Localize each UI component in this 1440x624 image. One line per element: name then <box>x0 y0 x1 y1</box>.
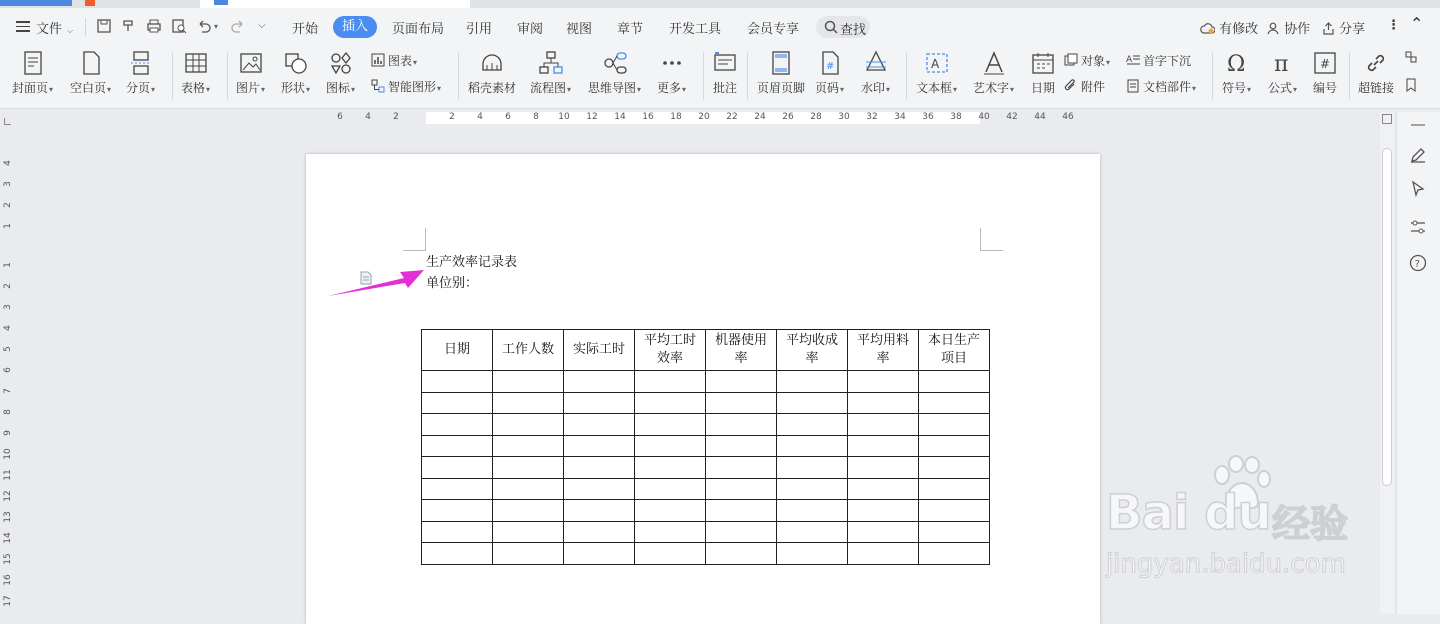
table-cell[interactable] <box>422 521 493 543</box>
header-footer-icon <box>768 50 794 76</box>
more-button[interactable]: 更多▾ <box>657 50 686 96</box>
comment-icon <box>712 50 738 76</box>
ruler-tick: 2 <box>3 283 13 289</box>
object-button[interactable]: 对象▾ <box>1064 52 1110 69</box>
table-cell[interactable] <box>706 392 777 414</box>
cross-ref-icon[interactable] <box>1404 50 1421 65</box>
doc-tab-icon <box>214 0 228 5</box>
ruler-tick: 36 <box>922 112 934 122</box>
more-options-icon[interactable]: ⋮ <box>1387 18 1400 33</box>
header-cell-text: 平均收成 <box>785 333 838 348</box>
ruler-tick: 13 <box>3 511 13 523</box>
table-row <box>422 500 990 522</box>
doc-parts-icon <box>1126 79 1140 93</box>
panel-collapse-icon[interactable] <box>1409 116 1427 120</box>
table-cell[interactable] <box>848 371 919 393</box>
picture-button[interactable]: 图片▾ <box>236 50 265 96</box>
help-icon[interactable] <box>1409 254 1427 272</box>
header-cell-text: 日期 <box>443 342 470 357</box>
table-header-cell[interactable] <box>706 330 777 371</box>
blank-page-icon <box>78 50 104 76</box>
tab-chapter[interactable]: 章节 <box>617 22 644 37</box>
ruler-tick: 1 <box>3 262 13 268</box>
window-tab-1[interactable] <box>0 0 72 6</box>
crop-mark-top-left <box>403 228 426 251</box>
table-cell[interactable] <box>848 435 919 457</box>
shell-material-icon <box>479 50 505 76</box>
print-preview-icon[interactable] <box>171 18 187 34</box>
search-icon <box>824 20 838 34</box>
table-cell[interactable] <box>777 500 848 522</box>
textbox-icon <box>924 50 950 76</box>
icon-library-icon <box>328 50 354 76</box>
table-cell[interactable] <box>777 478 848 500</box>
table-cell[interactable] <box>706 457 777 479</box>
table-row <box>422 392 990 414</box>
cover-page-icon <box>20 50 46 76</box>
comment-button[interactable]: 批注 <box>712 50 738 96</box>
chart-button[interactable]: 图表▾ <box>371 52 417 69</box>
header-cell-text: 平均用料 <box>856 333 909 348</box>
table-cell[interactable] <box>564 543 635 565</box>
ruler-tick: 30 <box>838 112 850 122</box>
ruler-tick: 16 <box>642 112 654 122</box>
ruler-tick: 4 <box>365 112 371 122</box>
collaborate-button[interactable]: 协作 <box>1267 18 1310 37</box>
link-icon <box>1363 50 1389 76</box>
table-header-cell[interactable] <box>564 330 635 371</box>
table-header-row <box>422 330 990 371</box>
ruler-tick: 6 <box>505 112 511 122</box>
right-tool-panel <box>1396 112 1440 614</box>
ruler-tick: 18 <box>670 112 682 122</box>
tab-developer[interactable]: 开发工具 <box>669 22 722 37</box>
redo-icon[interactable] <box>230 18 246 34</box>
table-cell[interactable] <box>848 478 919 500</box>
table-cell[interactable] <box>422 543 493 565</box>
table-cell[interactable] <box>564 414 635 436</box>
select-cursor-icon[interactable] <box>1409 180 1427 198</box>
shell-material-button[interactable]: 稻壳素材 <box>468 50 516 96</box>
table-cell[interactable] <box>422 457 493 479</box>
table-header-cell[interactable] <box>777 330 848 371</box>
table-header-cell[interactable] <box>848 330 919 371</box>
ruler-tick: 24 <box>754 112 766 122</box>
ruler-tick: 16 <box>3 574 13 586</box>
table-cell[interactable] <box>564 371 635 393</box>
tab-view[interactable]: 视图 <box>566 22 593 37</box>
share-button[interactable]: 分享 <box>1322 18 1365 37</box>
save-icon[interactable] <box>96 18 112 34</box>
header-cell-text: 项目 <box>940 351 967 366</box>
document-title[interactable]: 生产效率记录表 <box>426 255 518 270</box>
vertical-ruler[interactable] <box>0 126 16 614</box>
paragraph-marker-icon <box>360 270 372 284</box>
table-cell[interactable] <box>635 500 706 522</box>
table-cell[interactable] <box>706 478 777 500</box>
svg-text:π: π <box>1273 52 1288 76</box>
ruler-tick: 6 <box>337 112 343 122</box>
table-cell[interactable] <box>706 435 777 457</box>
ruler-tick: 12 <box>3 490 13 502</box>
table-cell[interactable] <box>422 478 493 500</box>
table-cell[interactable] <box>706 500 777 522</box>
table-cell[interactable] <box>706 414 777 436</box>
table-cell[interactable] <box>706 371 777 393</box>
table-cell[interactable] <box>564 521 635 543</box>
table-cell[interactable] <box>493 414 564 436</box>
table-cell[interactable] <box>777 435 848 457</box>
tab-page-layout[interactable]: 页面布局 <box>392 22 445 37</box>
header-cell-text: 率 <box>805 351 819 366</box>
tab-member[interactable]: 会员专享 <box>747 22 800 37</box>
table-cell[interactable] <box>848 500 919 522</box>
table-cell[interactable] <box>493 521 564 543</box>
table-cell[interactable] <box>706 543 777 565</box>
quick-access-more-icon[interactable]: ⌵ <box>258 20 266 31</box>
textbox-button[interactable]: A 文本框▾ <box>916 50 957 96</box>
pi-icon <box>1270 50 1296 76</box>
tab-insert[interactable]: 插入 <box>333 16 377 38</box>
table-cell[interactable] <box>493 543 564 565</box>
table-cell[interactable] <box>564 435 635 457</box>
table-button[interactable]: 表格▾ <box>181 50 210 96</box>
ruler-tick: 44 <box>1034 112 1046 122</box>
menu-bar: 文件 ⌵ ▾ ⌵ 开始 插入 页面布局 引用 审阅 视图 章节 开发工具 会员专享 查找 有修改 协作 分享 ⋮ ⌃ <box>0 8 1440 46</box>
production-efficiency-table[interactable] <box>421 329 990 565</box>
table-cell[interactable] <box>564 478 635 500</box>
table-cell[interactable] <box>919 392 990 414</box>
flowchart-button[interactable]: 流程图▾ <box>530 50 571 96</box>
page-number-button[interactable]: # 页码▾ <box>815 50 844 96</box>
header-cell-text: 效率 <box>656 351 683 366</box>
edit-pen-icon[interactable] <box>1409 146 1427 164</box>
table-row <box>422 435 990 457</box>
pointer-arrow-annotation <box>326 264 426 300</box>
collapse-ribbon-icon[interactable]: ⌃ <box>1410 14 1424 33</box>
numbering-icon <box>1312 50 1338 76</box>
wordart-icon <box>981 50 1007 76</box>
table-header-cell[interactable] <box>422 330 493 371</box>
ruler-tick: 11 <box>3 469 13 481</box>
watermark-button[interactable]: 水印▾ <box>861 50 890 96</box>
table-cell[interactable] <box>564 457 635 479</box>
scrollbar-thumb[interactable] <box>1382 148 1392 486</box>
ruler-tick: 12 <box>586 112 598 122</box>
table-cell[interactable] <box>635 521 706 543</box>
ruler-tick: 20 <box>698 112 710 122</box>
ruler-tick: 17 <box>3 595 13 607</box>
table-cell[interactable] <box>777 392 848 414</box>
table-cell[interactable] <box>564 392 635 414</box>
ruler-tick: 5 <box>3 346 13 352</box>
table-cell[interactable] <box>777 457 848 479</box>
table-header-cell[interactable] <box>493 330 564 371</box>
table-row <box>422 478 990 500</box>
table-row <box>422 371 990 393</box>
dropcap-button[interactable]: A 首字下沉 <box>1126 54 1192 68</box>
ruler-tick: 34 <box>894 112 906 122</box>
user-icon <box>1267 22 1280 35</box>
ruler-tick: 15 <box>3 553 13 565</box>
dropcap-icon <box>1126 53 1140 67</box>
smart-graphic-button[interactable]: 智能图形▾ <box>371 78 441 95</box>
table-cell[interactable] <box>564 500 635 522</box>
ruler-tick: 1 <box>3 223 13 229</box>
svg-text:A: A <box>1126 55 1133 65</box>
ruler-tick: 14 <box>3 532 13 544</box>
table-cell[interactable] <box>919 435 990 457</box>
table-cell[interactable] <box>919 543 990 565</box>
ruler-tick: 22 <box>726 112 738 122</box>
table-cell[interactable] <box>635 414 706 436</box>
page-break-icon <box>128 50 154 76</box>
document-page[interactable] <box>306 154 1100 624</box>
ruler-tick: 46 <box>1062 112 1074 122</box>
header-cell-text: 本日生产 <box>927 333 980 348</box>
table-row <box>422 457 990 479</box>
ruler-tick: 4 <box>3 160 13 166</box>
symbol-button[interactable]: Ω 符号▾ <box>1222 52 1252 95</box>
ruler-tick: 32 <box>866 112 878 122</box>
table-cell[interactable] <box>635 435 706 457</box>
header-cell-text: 率 <box>876 351 890 366</box>
undo-icon[interactable] <box>196 18 212 34</box>
ruler-tick: 26 <box>782 112 794 122</box>
ruler-tick: 38 <box>950 112 962 122</box>
more-dots-icon <box>659 50 685 76</box>
table-icon <box>183 50 209 76</box>
table-cell[interactable] <box>493 392 564 414</box>
hamburger-menu-icon[interactable] <box>16 21 30 32</box>
table-cell[interactable] <box>919 414 990 436</box>
ruler-tick: 10 <box>3 448 13 460</box>
ruler-tick: 42 <box>1006 112 1018 122</box>
ruler-tick: 40 <box>978 112 990 122</box>
table-cell[interactable] <box>635 543 706 565</box>
chart-icon <box>371 53 385 67</box>
hyperlink-button[interactable]: 超链接 <box>1358 50 1394 96</box>
table-cell[interactable] <box>422 500 493 522</box>
table-cell[interactable] <box>422 435 493 457</box>
table-cell[interactable] <box>493 457 564 479</box>
table-cell[interactable] <box>848 543 919 565</box>
horizontal-ruler[interactable] <box>330 110 1090 126</box>
svg-text:#: # <box>825 61 834 72</box>
bookmark-icon[interactable] <box>1404 78 1421 93</box>
shape-button[interactable]: 形状▾ <box>281 50 310 96</box>
header-cell-text: 工作人数 <box>501 342 554 357</box>
mindmap-button[interactable]: 思维导图▾ <box>588 50 641 96</box>
print-icon[interactable] <box>146 18 162 34</box>
crop-mark-top-right <box>980 228 1003 251</box>
svg-text:Ω: Ω <box>1226 52 1245 76</box>
tab-start[interactable]: 开始 <box>292 22 319 37</box>
ruler-tick: 6 <box>3 367 13 373</box>
icon-button[interactable]: 图标▾ <box>326 50 355 96</box>
table-cell[interactable] <box>919 478 990 500</box>
table-header-cell[interactable] <box>919 330 990 371</box>
format-painter-icon[interactable] <box>121 18 137 34</box>
mindmap-icon <box>602 50 628 76</box>
share-icon <box>1322 22 1335 35</box>
table-cell[interactable] <box>493 500 564 522</box>
table-cell[interactable] <box>493 371 564 393</box>
table-row <box>422 543 990 565</box>
ruler-corner <box>4 118 11 125</box>
table-cell[interactable] <box>919 457 990 479</box>
window-tab-strip <box>0 0 1440 8</box>
ruler-tick: 4 <box>3 325 13 331</box>
ruler-tick: 2 <box>449 112 455 122</box>
svg-text:A: A <box>930 57 939 71</box>
file-menu[interactable]: 文件 ⌵ <box>36 22 74 37</box>
page-number-icon <box>817 50 843 76</box>
table-cell[interactable] <box>422 371 493 393</box>
date-button[interactable]: 日期 <box>1030 50 1056 96</box>
table-cell[interactable] <box>848 392 919 414</box>
window-tab-active[interactable] <box>200 0 470 8</box>
search-box[interactable]: 查找 <box>816 16 870 38</box>
table-header-cell[interactable] <box>635 330 706 371</box>
table-cell[interactable] <box>422 414 493 436</box>
attachment-button[interactable]: 附件 <box>1064 78 1105 95</box>
page-break-button[interactable]: 分页▾ <box>126 50 155 96</box>
ruler-tick: 8 <box>533 112 539 122</box>
ruler-tick: 14 <box>614 112 626 122</box>
table-cell[interactable] <box>848 414 919 436</box>
vertical-scrollbar[interactable] <box>1380 112 1394 614</box>
ruler-tick: 9 <box>3 430 13 436</box>
table-cell[interactable] <box>706 521 777 543</box>
table-cell[interactable] <box>777 414 848 436</box>
header-cell-text: 率 <box>734 351 748 366</box>
ruler-tick: 7 <box>3 388 13 394</box>
header-cell-text: 平均工时 <box>643 333 696 348</box>
omega-icon <box>1224 50 1250 76</box>
tab-references[interactable]: 引用 <box>466 22 493 37</box>
tab-review[interactable]: 审阅 <box>517 22 544 37</box>
svg-text:#: # <box>1320 57 1331 71</box>
ruler-tick: 4 <box>477 112 483 122</box>
watermark-icon <box>863 50 889 76</box>
table-cell[interactable] <box>422 392 493 414</box>
scroll-top-icon[interactable] <box>1382 114 1392 124</box>
table-cell[interactable] <box>635 478 706 500</box>
smart-graphic-icon <box>371 79 385 93</box>
paperclip-icon <box>1064 79 1078 93</box>
header-cell-text: 机器使用 <box>714 333 767 348</box>
ruler-tick: 28 <box>810 112 822 122</box>
baidu-jingyan-watermark: Bai du 经验 jingyan.baidu.com <box>1100 455 1380 585</box>
numbering-button[interactable]: # 编号 <box>1312 50 1338 96</box>
calendar-icon <box>1030 50 1056 76</box>
table-cell[interactable] <box>493 478 564 500</box>
table-row <box>422 414 990 436</box>
wordart-button[interactable]: 艺术字▾ <box>973 50 1014 96</box>
table-cell[interactable] <box>848 457 919 479</box>
shape-icon <box>283 50 309 76</box>
ruler-tick: 10 <box>558 112 570 122</box>
table-cell[interactable] <box>635 457 706 479</box>
ruler-tick: 8 <box>3 409 13 415</box>
table-cell[interactable] <box>635 392 706 414</box>
ruler-tick: 2 <box>393 112 399 122</box>
table-cell[interactable] <box>493 435 564 457</box>
ruler-tick: 3 <box>3 304 13 310</box>
table-cell[interactable] <box>848 521 919 543</box>
object-icon <box>1064 53 1078 67</box>
blank-page-button[interactable]: 空白页▾ <box>70 50 111 96</box>
doc-parts-button[interactable]: 文档部件▾ <box>1126 78 1196 95</box>
ribbon-insert <box>0 46 1440 109</box>
formula-button[interactable]: π 公式▾ <box>1268 52 1298 95</box>
svg-text:?: ? <box>1414 259 1420 270</box>
header-cell-text: 实际工时 <box>572 342 625 357</box>
window-tab-2[interactable] <box>85 0 95 6</box>
table-cell[interactable] <box>777 521 848 543</box>
modified-status[interactable]: 有修改 <box>1200 18 1258 37</box>
table-cell[interactable] <box>777 543 848 565</box>
flowchart-icon <box>538 50 564 76</box>
table-cell[interactable] <box>777 371 848 393</box>
header-footer-button[interactable]: 页眉页脚 <box>757 50 805 96</box>
unit-label[interactable]: 单位别： <box>426 276 479 291</box>
picture-icon <box>238 50 264 76</box>
cover-page-button[interactable]: 封面页▾ <box>12 50 53 96</box>
ruler-tick: 3 <box>3 181 13 187</box>
ruler-tick: 2 <box>3 202 13 208</box>
cloud-icon <box>1200 22 1215 35</box>
table-cell[interactable] <box>919 500 990 522</box>
table-cell[interactable] <box>919 371 990 393</box>
table-cell[interactable] <box>919 521 990 543</box>
table-row <box>422 521 990 543</box>
settings-sliders-icon[interactable] <box>1409 218 1427 236</box>
table-cell[interactable] <box>635 371 706 393</box>
